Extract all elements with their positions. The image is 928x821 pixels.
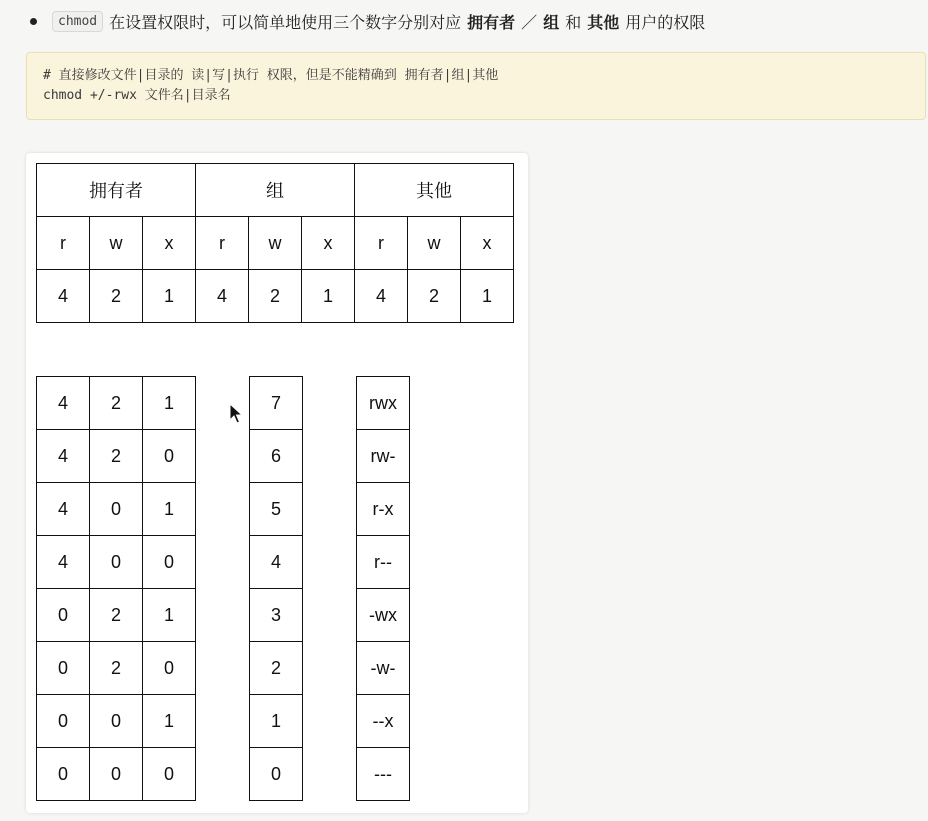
- letter-cell: x: [302, 217, 355, 270]
- bit-cell: 4: [37, 536, 90, 589]
- number-cell: 4: [250, 536, 303, 589]
- number-cell: 7: [250, 377, 303, 430]
- bits-row: [37, 377, 196, 430]
- symbol-cell: --x: [357, 695, 410, 748]
- number-row: [250, 430, 303, 483]
- number-row: [250, 589, 303, 642]
- bits-row: [37, 695, 196, 748]
- intro-bullet: [30, 6, 705, 36]
- number-cell: 0: [250, 748, 303, 801]
- bit-cell: 2: [90, 377, 143, 430]
- bit-cell: 0: [143, 430, 196, 483]
- value-cell: 4: [196, 270, 249, 323]
- permission-table: [36, 163, 514, 323]
- bit-cell: 4: [37, 483, 90, 536]
- group-header-owner: 拥有者: [37, 164, 196, 217]
- bit-cell: 2: [90, 642, 143, 695]
- intro-text-after: 用户的权限: [625, 12, 706, 32]
- bullet-dot: [30, 18, 37, 25]
- value-cell: 2: [90, 270, 143, 323]
- letter-cell: w: [249, 217, 302, 270]
- number-row: [250, 642, 303, 695]
- symbol-row: [357, 377, 410, 430]
- letter-cell: r: [196, 217, 249, 270]
- value-cell: 4: [37, 270, 90, 323]
- letter-cell: r: [37, 217, 90, 270]
- value-cell: 4: [355, 270, 408, 323]
- bit-cell: 2: [90, 589, 143, 642]
- bit-cell: 0: [37, 642, 90, 695]
- bit-cell: 0: [143, 536, 196, 589]
- number-table: [249, 376, 303, 801]
- bits-row: [37, 536, 196, 589]
- letter-cell: w: [408, 217, 461, 270]
- number-row: [250, 483, 303, 536]
- symbol-table: [356, 376, 410, 801]
- number-cell: 3: [250, 589, 303, 642]
- bit-cell: 0: [90, 536, 143, 589]
- intro-owner: 拥有者: [467, 12, 516, 32]
- bit-cell: 4: [37, 430, 90, 483]
- bit-cell: 0: [37, 748, 90, 801]
- number-cell: 1: [250, 695, 303, 748]
- value-cell: 1: [302, 270, 355, 323]
- intro-other: 其他: [587, 12, 620, 32]
- permission-group-row: [37, 164, 514, 217]
- symbol-cell: r--: [357, 536, 410, 589]
- group-header-group: 组: [196, 164, 355, 217]
- group-header-other: 其他: [355, 164, 514, 217]
- symbol-row: [357, 748, 410, 801]
- letter-cell: x: [461, 217, 514, 270]
- bit-cell: 1: [143, 377, 196, 430]
- symbol-cell: rw-: [357, 430, 410, 483]
- symbol-row: [357, 483, 410, 536]
- letter-cell: r: [355, 217, 408, 270]
- number-cell: 5: [250, 483, 303, 536]
- value-cell: 2: [249, 270, 302, 323]
- code-comment-line: # 直接修改文件|目录的 读|写|执行 权限，但是不能精确到 拥有者|组|其他: [43, 68, 499, 83]
- bits-row: [37, 589, 196, 642]
- bit-cell: 1: [143, 589, 196, 642]
- value-cell: 2: [408, 270, 461, 323]
- inline-code-chmod: chmod: [52, 11, 103, 32]
- bit-cell: 0: [90, 483, 143, 536]
- letter-cell: w: [90, 217, 143, 270]
- mouse-pointer-icon: [229, 403, 243, 425]
- symbol-cell: ---: [357, 748, 410, 801]
- symbol-row: [357, 642, 410, 695]
- intro-text-before: 在设置权限时，可以简单地使用三个数字分别对应: [109, 12, 462, 32]
- symbol-cell: -w-: [357, 642, 410, 695]
- symbol-row: [357, 695, 410, 748]
- symbol-cell: rwx: [357, 377, 410, 430]
- intro-and: 和: [565, 12, 582, 32]
- number-row: [250, 536, 303, 589]
- bit-cell: 2: [90, 430, 143, 483]
- bits-table: [36, 376, 196, 801]
- number-cell: 2: [250, 642, 303, 695]
- bits-row: [37, 642, 196, 695]
- bit-cell: 1: [143, 483, 196, 536]
- symbol-cell: -wx: [357, 589, 410, 642]
- number-cell: 6: [250, 430, 303, 483]
- intro-slash: ／: [521, 12, 538, 32]
- permission-letter-row: [37, 217, 514, 270]
- bits-row: [37, 483, 196, 536]
- permission-value-row: [37, 270, 514, 323]
- number-row: [250, 695, 303, 748]
- bit-cell: 0: [90, 695, 143, 748]
- number-row: [250, 377, 303, 430]
- symbol-row: [357, 536, 410, 589]
- code-command-line: chmod +/-rwx 文件名|目录名: [43, 88, 231, 103]
- bits-row: [37, 430, 196, 483]
- bits-row: [37, 748, 196, 801]
- bit-cell: 0: [143, 748, 196, 801]
- symbol-row: [357, 430, 410, 483]
- bit-cell: 1: [143, 695, 196, 748]
- bit-cell: 0: [37, 695, 90, 748]
- symbol-row: [357, 589, 410, 642]
- value-cell: 1: [143, 270, 196, 323]
- permission-diagram-image: [26, 153, 528, 813]
- number-row: [250, 748, 303, 801]
- value-cell: 1: [461, 270, 514, 323]
- intro-group: 组: [543, 12, 560, 32]
- bit-cell: 0: [143, 642, 196, 695]
- bit-cell: 0: [37, 589, 90, 642]
- bit-cell: 0: [90, 748, 143, 801]
- symbol-cell: r-x: [357, 483, 410, 536]
- bit-cell: 4: [37, 377, 90, 430]
- code-block[interactable]: [26, 52, 926, 120]
- letter-cell: x: [143, 217, 196, 270]
